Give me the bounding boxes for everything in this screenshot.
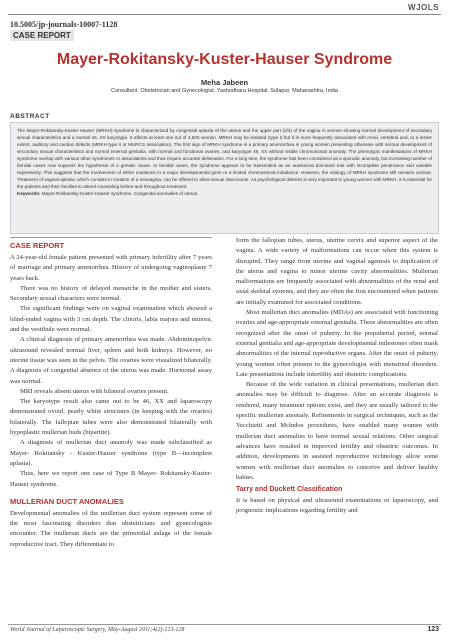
case-paragraph: Thus, here we report one case of Type B Mayer- Rokitansky-Kuster-Hauser syndrome. (10, 470, 212, 488)
page-number: 123 (427, 626, 439, 633)
section-heading-case-report: CASE REPORT (10, 237, 212, 251)
footer-divider (8, 624, 441, 625)
left-column (10, 236, 212, 621)
header-divider (8, 14, 441, 15)
section-heading-mullerian: MULLERIAN DUCT ANOMALIES (10, 496, 124, 506)
case-paragraph: A 24-year-old female patient presented with primary infertility after 7 years of marriage and primary amenorrhea. History of undergoing vaginoplasty 7 years back. (10, 254, 212, 282)
article-title: Mayer-Rokitansky-Kuster-Hauser Syndrome (56, 51, 393, 68)
keywords-label: Keywords: (17, 191, 41, 196)
keywords-text: Mayer-Rokitansky-Kuster-Hauser syndrome, Congenital anomalies of uterus. (41, 191, 199, 196)
case-paragraph: MRI reveals absent uterus with bilateral ovaries present. (20, 387, 169, 395)
right-column (236, 236, 438, 621)
author-name: Meha Jabeen (200, 78, 249, 87)
keywords (17, 190, 432, 197)
abstract-text: The Mayer-Rokitansky-Kuster-Hauser (MRKH) syndrome is characterized by congenital aplasia of the uterus and the upper part (2/3) of the vagina in women showing normal development of secondary sexual characteristics and a normal 46, XX karyotype. It affects at least one out of 4,500 women. MRKH may be isolated (type I) but it is more frequently associated with renal, vertebral and, to a lesser extent, auditory and cardiac defects (MRKH type II or MURCS association). The first sign of MRKH syndrome is a primary amenorrhea in young women presenting otherwise with normal development of secondary sexual characteristics and normal external genitalia, with normal and functional ovaries, and karyotype 46, XX without visible chromosomal anomaly. The phenotypic manifestations of MRKH syndrome overlap with various other syndromes or associations and thus require accurate delineation. For a long time, the syndrome has been considered as a sporadic anomaly, but increasing number of familial cases now supports the hypothesis of a genetic cause. In familial cases, the syndrome appears to be transmitted as an autosomal dominant trait with incomplete penetrance and variable expressivity. This suggests that the involvement of either mutations in a major developmental gene or a limited chromosomal imbalance. However, the etiology of MRKH syndrome still remains unclear. Treatment of vaginal aplasia, which consists in creation of a neovagina, can be offered to allow sexual intercourse. As psychological distress is very important in young women with MRKH, it is essential for the patients and their families to attend counseling before and throughout treatment. (17, 128, 432, 189)
doi[interactable]: 10.5005/jp-journals-10007-1128 (10, 20, 118, 29)
case-paragraph: A clinical diagnosis of primary amenorrhea was made. Abdominopelvic ultrasound revealed normal liver, spleen and both kidneys. However, no uterine tissue was seen in the pelvis. The ovaries were visualized bilaterally. A diagnosis of congenital absence of the uterus was made. Hormonal assay was normal. (10, 336, 212, 385)
case-paragraph: The significant findings were on vaginal examination which showed a blind-ended vagina with 3 cm depth. The clitoris, labia majora and minora, and the vestibule were normal. (10, 305, 212, 334)
article-type-label: CASE REPORT (10, 30, 74, 41)
case-paragraph: There was no history of delayed menarche in the mother and sisters. Secondary sexual characters were normal. (10, 284, 212, 303)
mullerian-paragraph: Developmental anomalies of the mullerian duct system represent some of the most fascinating disorders that obstetricians and gynecologists encounter. The mullerian ducts are the primordial anlage of the female reproductive tract. They differentiate to (10, 509, 212, 548)
body-paragraph: Because of the wide variation in clinical presentations, mullerian duct anomalies may be difficult to diagnose. After an accurate diagnosis is rendered, many treatment options exist, and they are usually tailored to the specific mullerian anomaly. Refinements in surgical techniques, such as the Vecchietti and Mclndoe procedures, have enabled many women with mullerian duct anomalies to have normal sexual relations. Other surgical advances have resulted in improved fertility and obstetric outcomes. In addition, developments in assisted reproductive technology allow some women with mullerian duct anomalies to conceive and deliver healthy babies. (236, 381, 438, 481)
body-paragraph: Most mullerian duct anomalies (MDAs) are associated with functioning ovaries and age-appropriate external genitalia. These abnormalities are often recognized after the onset of puberty. In the prepubertal period, normal external genitalia and age-appropriate developmental milestones often mask abnormalities of the internal reproductive organs. After the onset of puberty, young women often present to the gynecologist with menstrual disorders. Late presentations include infertility and obstetric complications. (236, 309, 438, 378)
case-paragraph: A diagnosis of mullerian duct anamoly was made subclassified as Mayer- Rokitansky - Kuster-Hauser syndrome (type B—incomplete aplasia). (10, 439, 212, 467)
tarry-paragraph: It is based on physical and ultrasound examinations or laparoscopy, and prognostic implications regarding fertility and (236, 497, 438, 515)
abstract-heading: ABSTRACT (10, 113, 50, 120)
author-affiliation: Consultant, Obstetrician and Gynecologist, Yashodhara Hospital, Solapur, Maharashtra, India (111, 88, 338, 94)
abstract-box (10, 122, 439, 234)
case-paragraph: The karyotype result also came out to be 46, XX and laparoscopy demonstrated ovoid, pearly white structures (in keeping with the ovaries) bilaterally. The fallopian tubes were also demonstrated bilaterally with hypoplastic mullerian buds (bipartite). (10, 398, 212, 437)
body-paragraph: form the fallopian tubes, uterus, uterine cervix and superior aspect of the vagina. A wide variety of malformations can occur when this system is disrupted. They range from uterine and vaginal agenesis to duplication of the uterus and vagina to minor uterine cavity abnormalities. Mullerian malformations are frequently associated with abnormalities of the renal and axial skeletal systems, and they are often the first encountered when patients are initially examined for associated conditions. (236, 237, 438, 306)
journal-tag: WJOLS (408, 3, 439, 12)
footer-citation: World Journal of Laparoscopic Surgery, May-August 2011;4(2):123-128 (10, 627, 185, 633)
subsection-heading-tarry-duckett: Tarry and Duckett Classification (236, 486, 343, 494)
